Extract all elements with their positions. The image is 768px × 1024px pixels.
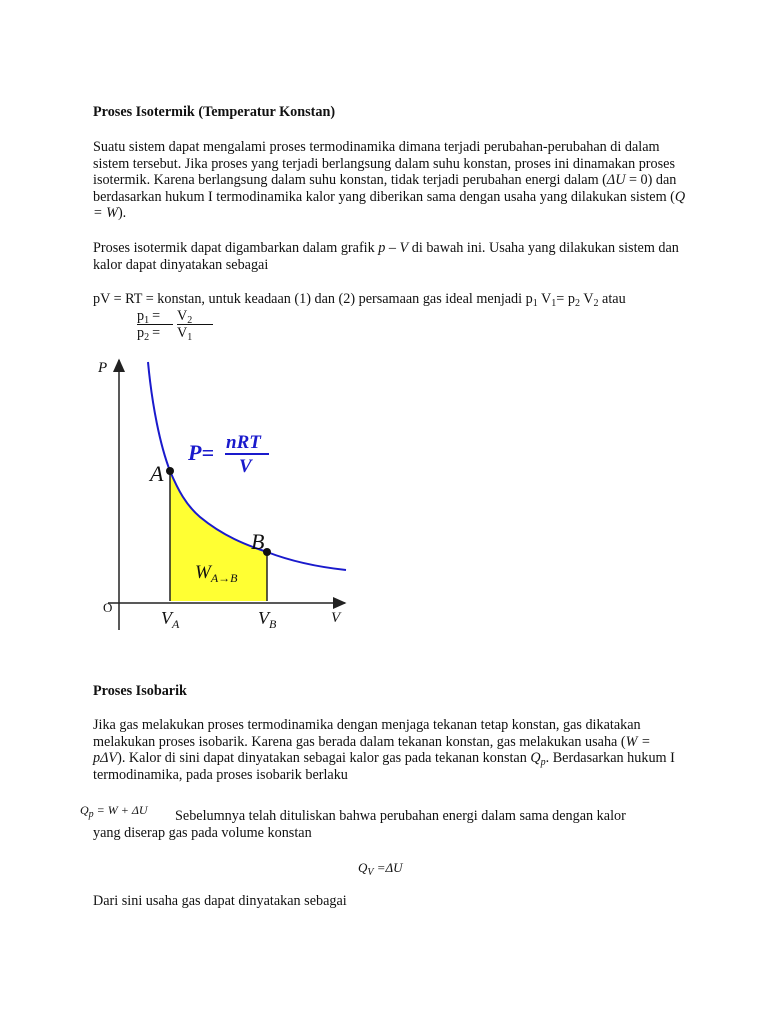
- symbol: V: [177, 325, 188, 341]
- fraction-top-row: [137, 308, 213, 325]
- formula-numerator: nRT: [226, 432, 261, 453]
- formula-rhs: =ΔU: [373, 860, 403, 875]
- subscript: 1: [144, 315, 150, 326]
- text-run: = p: [556, 291, 575, 307]
- point-a-label: A: [150, 461, 164, 486]
- subscript: 2: [593, 298, 599, 309]
- text-run: ).: [117, 205, 127, 222]
- subscript: 2: [187, 315, 193, 326]
- subscript: V: [367, 867, 374, 878]
- formula-qp: [80, 803, 148, 818]
- text-run: di bawah ini. Usaha yang dilakukan sistem dan kalor dapat dinyatakan sebagai: [93, 240, 679, 273]
- point-a-marker: [166, 467, 174, 475]
- point-b-label: B: [251, 529, 265, 554]
- math-p-v: p – V: [378, 240, 409, 256]
- symbol: p: [137, 325, 145, 341]
- math-q: Q: [530, 750, 541, 767]
- fraction-bottom-row: [137, 325, 213, 341]
- formula-p-equals: P=: [188, 440, 214, 465]
- paragraph-continuation-2: yang diserap gas pada volume konstan: [93, 825, 312, 841]
- formula-denominator: V: [239, 456, 252, 477]
- text-run: ). Kalor di sini dapat dinyatakan sebagai kalor gas pada tekanan konstan: [117, 750, 531, 767]
- fraction-left-numerator: [137, 308, 173, 325]
- paragraph-ideal-gas: [93, 291, 713, 308]
- v-axis-label: V: [331, 610, 341, 626]
- fraction-left-denominator: [137, 325, 173, 341]
- math-q-equals-w: Q = W: [93, 188, 686, 222]
- subscript: 1: [551, 298, 557, 309]
- symbol: V: [177, 308, 188, 324]
- ratio-fraction: [137, 308, 213, 341]
- text-run: V: [579, 291, 594, 307]
- work-subscript: A→B: [210, 571, 238, 585]
- text-run: pV = RT = konstan, untuk keadaan (1) dan (2) persamaan gas ideal menjadi p: [93, 291, 533, 307]
- vb-subscript: B: [269, 617, 277, 631]
- subscript: p: [540, 757, 546, 769]
- va-symbol: V: [161, 608, 172, 628]
- text-run: . Berdasarkan hukum I termodinamika, pada proses isobarik berlaku: [93, 750, 675, 783]
- p-axis-label: P: [98, 360, 108, 376]
- math-delta-u: ΔU: [606, 172, 626, 189]
- symbol: p: [137, 308, 145, 324]
- subscript: 1: [187, 332, 193, 343]
- text-run: = 0) dan berdasarkan hukum I termodinamika kalor yang diberikan sama dengan usaha yang dilakukan sistem (: [93, 172, 677, 205]
- text-run: Suatu sistem dapat mengalami proses termodinamika dimana terjadi perubahan-perubahan di dalam sistem tersebut. Jika proses yang terjadi berlangsung dalam suhu konstan, proses ini dinamakan proses isotermik. Karena berlangsung dalam suhu konstan, tidak terjadi perubahan energi dalam (: [93, 139, 675, 189]
- work-symbol: W: [195, 562, 211, 583]
- paragraph-isotermik-intro: [93, 139, 693, 222]
- paragraph-final: Dari sini usaha gas dapat dinyatakan sebagai: [93, 893, 347, 909]
- formula-qv: [358, 860, 403, 876]
- equals-sign: =: [152, 325, 161, 341]
- fraction-right-denominator: [177, 325, 213, 341]
- text-run: Jika gas melakukan proses termodinamika dengan menjaga tekanan tetap konstan, gas dikatakan melakukan proses isobarik. Karena gas berada dalam tekanan konstan, gas melakukan usaha (: [93, 717, 641, 750]
- subscript: 1: [532, 298, 538, 309]
- vb-label: [258, 608, 277, 631]
- section-title-isobarik: Proses Isobarik: [93, 683, 187, 699]
- symbol: Q: [358, 860, 368, 875]
- origin-label: O: [103, 600, 113, 615]
- text-run: V: [537, 291, 552, 307]
- paragraph-isobarik-intro: [93, 717, 683, 783]
- vb-symbol: V: [258, 608, 269, 628]
- section-title-isotermik: Proses Isotermik (Temperatur Konstan): [93, 104, 336, 120]
- paragraph-continuation-1: Sebelumnya telah dituliskan bahwa perubahan energi dalam sama dengan kalor: [175, 808, 626, 824]
- equals-sign: =: [152, 308, 161, 324]
- text-run: atau: [598, 291, 626, 307]
- va-label: [161, 608, 180, 631]
- math-w-p-delta-v: W = pΔV: [93, 733, 651, 767]
- subscript: 2: [574, 298, 580, 309]
- subscript: p: [88, 809, 94, 820]
- subscript: 2: [144, 332, 150, 343]
- fraction-right-numerator: [177, 308, 213, 325]
- formula-rhs: = W + ΔU: [93, 803, 148, 817]
- text-run: Proses isotermik dapat digambarkan dalam grafik: [93, 240, 379, 256]
- isothermal-pv-diagram: [88, 350, 363, 640]
- paragraph-graph-intro: [93, 240, 693, 273]
- symbol: Q: [80, 803, 89, 817]
- va-subscript: A: [172, 617, 180, 631]
